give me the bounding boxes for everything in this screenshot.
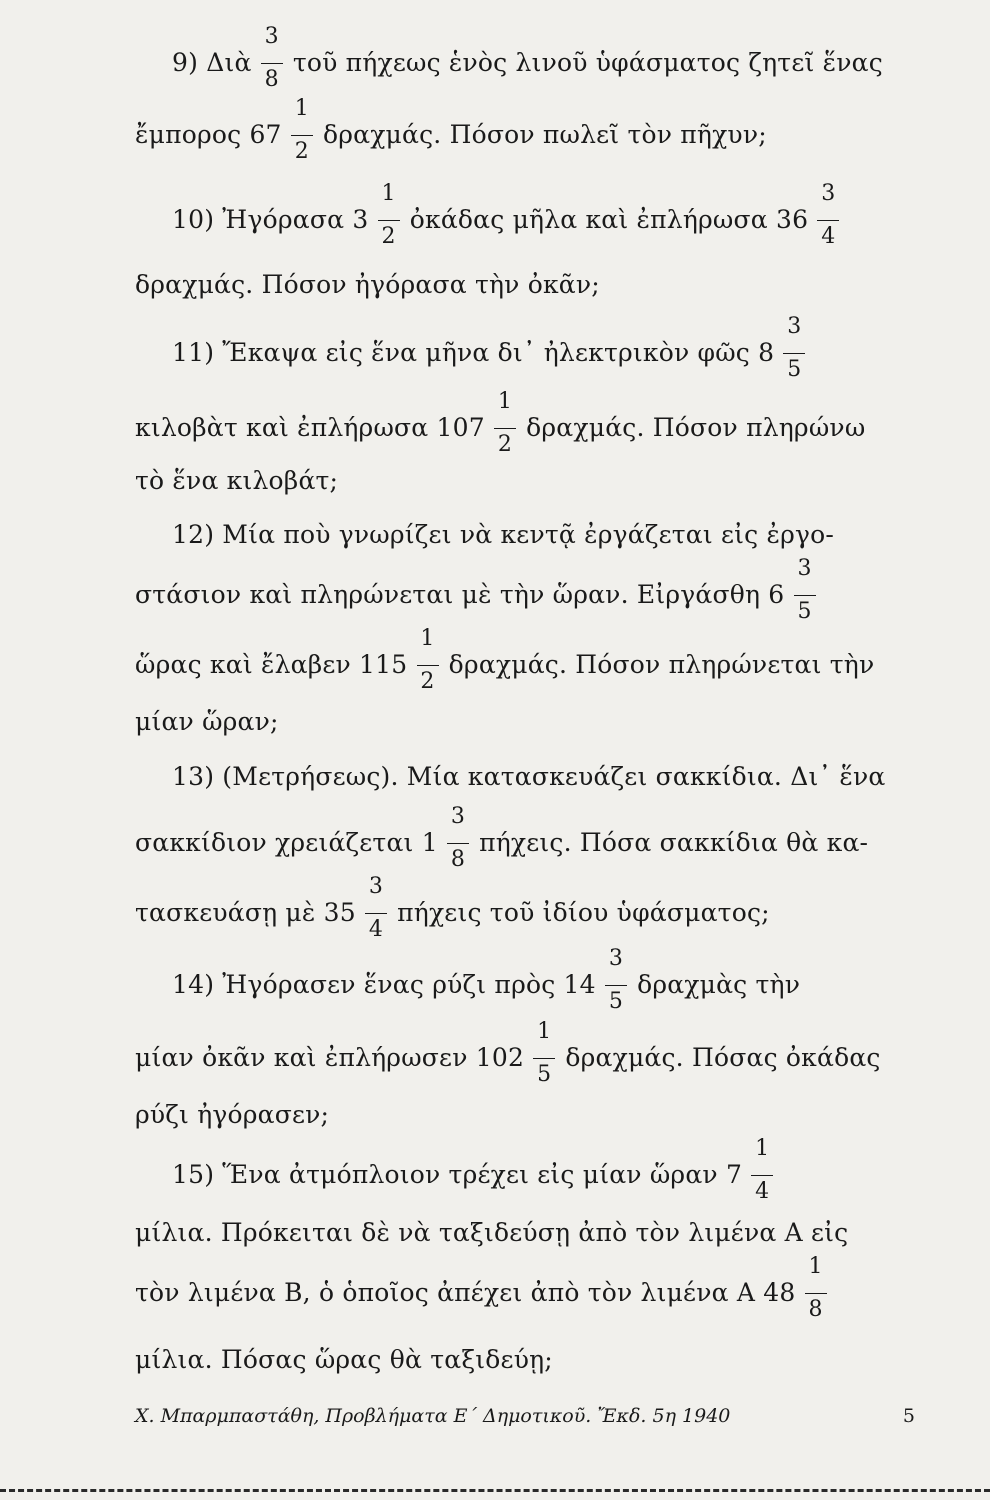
- text-segment: τὸν λιμένα Β, ὁ ὁποῖος ἀπέχει ἀπὸ τὸν λιμένα Α 48: [135, 1278, 804, 1307]
- fraction-bar: [291, 135, 313, 136]
- fraction: [291, 96, 313, 164]
- fraction-bar: [783, 353, 805, 354]
- fraction: [417, 626, 439, 694]
- text-segment: ὥρας καὶ ἔλαβεν 115: [135, 650, 416, 679]
- text-segment: μίλια. Πρόκειται δὲ νὰ ταξιδεύσῃ ἀπὸ τὸν λιμένα Α εἰς: [135, 1218, 849, 1247]
- text-line: [172, 762, 885, 792]
- fraction-bar: [417, 665, 439, 666]
- fraction-numerator: 1: [420, 626, 435, 651]
- fraction-numerator: 1: [808, 1254, 823, 1279]
- text-line: [135, 466, 338, 496]
- text-line: [135, 874, 770, 942]
- fraction-numerator: 1: [755, 1136, 770, 1161]
- text-segment: δραχμάς. Πόσον πληρώνω: [518, 413, 866, 442]
- fraction-bar: [261, 63, 283, 64]
- fraction-denominator: 5: [787, 357, 802, 382]
- text-line: [135, 1254, 829, 1322]
- fraction: [447, 804, 469, 872]
- text-line: [172, 520, 834, 550]
- text-segment: 15) Ἕνα ἀτμόπλοιον τρέχει εἰς μίαν ὥραν 7: [172, 1160, 751, 1189]
- text-segment: πήχεις. Πόσα σακκίδια θὰ κα-: [470, 828, 869, 857]
- fraction: [805, 1254, 827, 1322]
- bottom-dashed-rule: [0, 1489, 990, 1492]
- text-line: [135, 1345, 553, 1375]
- text-segment: 13) (Μετρήσεως). Μία κατασκευάζει σακκίδια. Δι᾽ ἕνα: [172, 762, 886, 791]
- fraction-denominator: 2: [420, 669, 435, 694]
- fraction-bar: [533, 1058, 555, 1059]
- text-segment: ἔμπορος 67: [135, 120, 290, 149]
- fraction-numerator: 1: [497, 389, 513, 414]
- text-segment: τὸ ἕνα κιλοβάτ;: [135, 466, 339, 495]
- fraction-numerator: 3: [368, 874, 384, 899]
- footer-source: Χ. Μπαρμπαστάθη, Προβλήματα Ε΄ Δημοτικοῦ. Ἔκδ. 5η 1940: [135, 1405, 731, 1427]
- fraction-bar: [447, 843, 469, 844]
- text-line: [135, 556, 818, 624]
- fraction: [605, 946, 627, 1014]
- fraction: [783, 314, 805, 382]
- fraction-numerator: 3: [821, 181, 836, 206]
- fraction-bar: [605, 985, 627, 986]
- text-line: [135, 804, 869, 872]
- text-segment: δραχμάς. Πόσον πληρώνεται τὴν: [440, 650, 875, 679]
- fraction: [378, 181, 400, 249]
- fraction-numerator: 3: [450, 804, 466, 829]
- text-line: [135, 707, 279, 737]
- text-line: [135, 1100, 329, 1130]
- text-line: [135, 389, 866, 457]
- fraction-denominator: 8: [264, 67, 279, 92]
- fraction: [794, 556, 816, 624]
- fraction-denominator: 8: [450, 847, 466, 872]
- text-line: [135, 96, 767, 164]
- text-segment: δραχμάς. Πόσον πωλεῖ τὸν πῆχυν;: [314, 120, 767, 149]
- text-segment: μίαν ὥραν;: [135, 707, 279, 736]
- fraction-numerator: 3: [264, 24, 279, 49]
- text-segment: στάσιον καὶ πληρώνεται μὲ τὴν ὥραν. Εἰργάσθη 6: [135, 580, 793, 609]
- fraction-bar: [751, 1175, 773, 1176]
- fraction: [261, 24, 283, 92]
- text-segment: 14) Ἠγόρασεν ἕνας ρύζι πρὸς 14: [172, 970, 604, 999]
- fraction: [751, 1136, 773, 1204]
- text-segment: 11) Ἔκαψα εἰς ἕνα μῆνα δι᾽ ἠλεκτρικὸν φῶς 8: [172, 338, 783, 367]
- fraction-numerator: 1: [294, 96, 309, 121]
- fraction: [494, 389, 516, 457]
- text-segment: ὀκάδας μῆλα καὶ ἐπλήρωσα 36: [401, 205, 817, 234]
- fraction-denominator: 5: [537, 1062, 552, 1087]
- text-line: [172, 181, 841, 249]
- text-segment: δραχμάς. Πόσον ἠγόρασα τὴν ὀκᾶν;: [135, 270, 600, 299]
- fraction-bar: [817, 220, 839, 221]
- fraction: [533, 1019, 555, 1087]
- fraction-bar: [794, 595, 816, 596]
- fraction-denominator: 8: [808, 1297, 823, 1322]
- text-segment: πήχεις τοῦ ἰδίου ὑφάσματος;: [389, 898, 770, 927]
- text-segment: τοῦ πήχεως ἑνὸς λινοῦ ὑφάσματος ζητεῖ ἕνας: [284, 48, 883, 77]
- page-number: 5: [902, 1405, 915, 1427]
- fraction-numerator: 1: [537, 1019, 552, 1044]
- text-line: [135, 1218, 848, 1248]
- fraction-bar: [494, 428, 516, 429]
- text-segment: σακκίδιον χρειάζεται 1: [135, 828, 446, 857]
- text-segment: 12) Μία ποὺ γνωρίζει νὰ κεντᾷ ἐργάζεται εἰς ἐργο-: [172, 520, 835, 549]
- fraction-denominator: 4: [821, 224, 836, 249]
- text-segment: τασκευάσῃ μὲ 35: [135, 898, 364, 927]
- text-line: [135, 626, 875, 694]
- text-line: [172, 946, 801, 1014]
- fraction-numerator: 3: [608, 946, 624, 971]
- text-line: [135, 270, 600, 300]
- text-line: [135, 1019, 881, 1087]
- text-segment: ρύζι ἠγόρασεν;: [135, 1100, 330, 1129]
- text-segment: 10) Ἠγόρασα 3: [172, 205, 377, 234]
- fraction-denominator: 2: [294, 139, 309, 164]
- fraction-denominator: 5: [608, 989, 624, 1014]
- page-footer: [135, 1404, 915, 1428]
- fraction-numerator: 3: [787, 314, 802, 339]
- text-segment: μίαν ὀκᾶν καὶ ἐπλήρωσεν 102: [135, 1043, 533, 1072]
- fraction-numerator: 3: [797, 556, 812, 581]
- fraction-bar: [378, 220, 400, 221]
- fraction-bar: [805, 1293, 827, 1294]
- fraction: [817, 181, 839, 249]
- fraction-denominator: 2: [497, 432, 513, 457]
- text-segment: κιλοβὰτ καὶ ἐπλήρωσα 107: [135, 413, 494, 442]
- text-segment: δραχμὰς τὴν: [628, 970, 801, 999]
- text-line: [172, 1136, 775, 1204]
- text-segment: 9) Διὰ: [172, 48, 260, 77]
- text-segment: δραχμάς. Πόσας ὀκάδας: [557, 1043, 881, 1072]
- fraction-denominator: 5: [797, 599, 812, 624]
- fraction: [365, 874, 387, 942]
- text-segment: μίλια. Πόσας ὥρας θὰ ταξιδεύῃ;: [135, 1345, 553, 1374]
- fraction-denominator: 4: [755, 1179, 770, 1204]
- fraction-denominator: 4: [368, 917, 384, 942]
- text-line: [172, 24, 883, 92]
- fraction-numerator: 1: [381, 181, 396, 206]
- fraction-bar: [365, 913, 387, 914]
- text-line: [172, 314, 807, 382]
- fraction-denominator: 2: [381, 224, 396, 249]
